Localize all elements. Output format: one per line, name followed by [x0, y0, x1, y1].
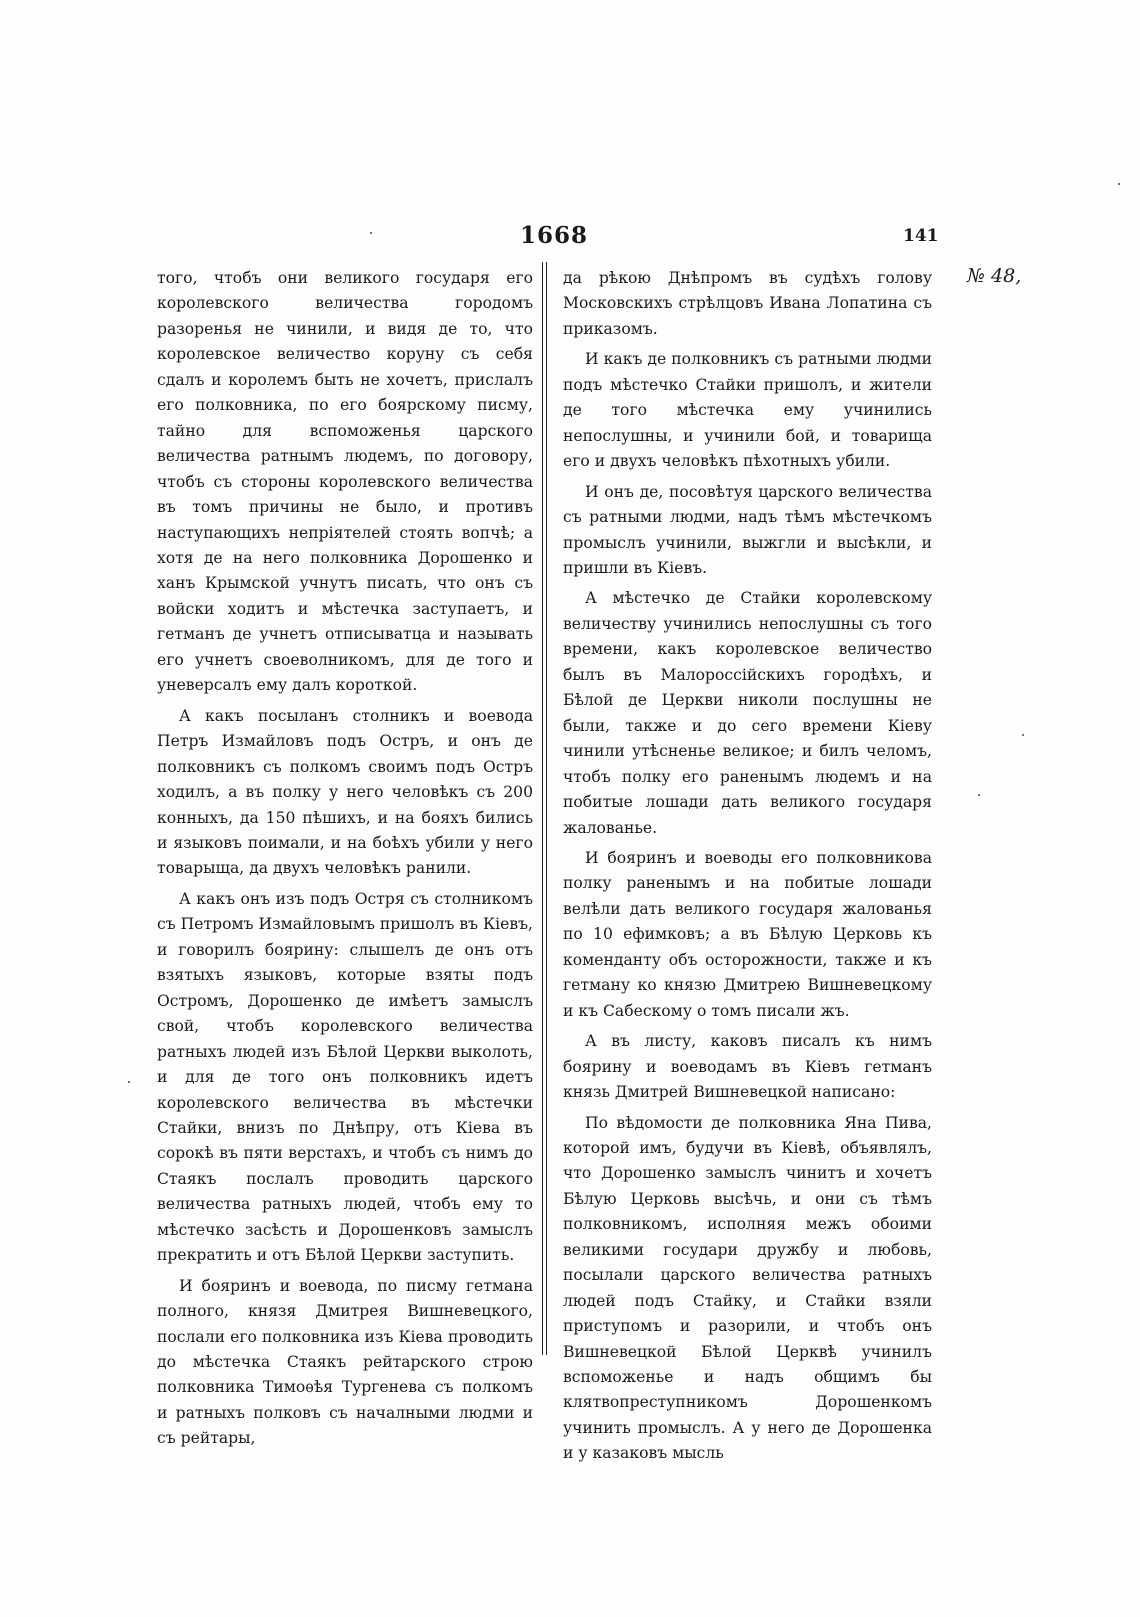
paragraph: того, чтобъ они великого государя его королевского величества городомъ разоренья не чинили, и видя де то, что королевское величество коруну съ себя сдалъ и королемъ быть не хочетъ, прислалъ его полковника, по его боярскому писму, тайно для вспоможенья царского величества ратнымъ людемъ, по договору, чтобъ съ стороны королевского величества въ томъ причины не было, и противъ наступающихъ непріятелей стоять вопчѣ; а хотя де на него полковника Дорошенко и ханъ Крымской учнутъ писать, что онъ съ войски ходитъ и мѣстечка заступаетъ, и гетманъ де учнетъ отписыватца и называть его учнетъ своеволникомъ, для де того и уневерсалъ ему далъ короткой.: [157, 269, 533, 695]
paragraph: А какъ онъ изъ подъ Остря съ столникомъ съ Петромъ Измайловымъ пришолъ въ Кіевъ, и говорилъ боярину: слышелъ де онъ отъ взятыхъ языковъ, которые взяты подъ Остромъ, Дорошенко де имѣетъ замыслъ свой, чтобъ королевского величества ратныхъ людей изъ Бѣлой Церкви выколоть, и для де того онъ полковникъ идетъ королевского величества въ мѣстечки Стайки, внизъ по Днѣпру, отъ Кіева въ сорокѣ въ пяти верстахъ, и чтобъ съ нимъ до Стаякъ послалъ проводить царского величества ратныхъ людей, чтобъ ему то мѣстечко засѣсть и Дорошенковъ замыслъ прекратить и отъ Бѣлой Церкви заступить.: [157, 889, 533, 1265]
paragraph: По вѣдомости де полковника Яна Пива, которой имъ, будучи въ Кіевѣ, объявлялъ, что Дорошенко замыслъ чинитъ и хочетъ Бѣлую Церковь высѣчь, и они съ тѣмъ полковникомъ, исполняя межъ обоими великими государи дружбу и любовь, посылали царского величества ратныхъ людей подъ Стайку, и Стайки взяли приступомъ и разорили, и чтобъ онъ Вишневецкой Бѣлой Церквѣ учинилъ вспоможенье и надъ общимъ бы клятвопреступникомъ Дорошенкомъ учинить промыслъ. А у него де Дорошенка и у казаковъ мысль: [563, 1113, 932, 1463]
scan-speck: [1118, 183, 1120, 185]
scan-speck: [978, 794, 980, 796]
document-number: № 48,: [967, 265, 1022, 287]
paragraph: А мѣстечко де Стайки королевскому величеству учинились непослушны съ того времени, какъ королевское величество былъ въ Малороссійскихъ городѣхъ, и Бѣлой де Церкви николи послушны не были, также и до сего времени Кіеву чинили утѣсненье великое; и билъ челомъ, чтобъ полку его раненымъ людемъ и на побитые лошади дать великого государя жалованье.: [563, 589, 932, 837]
scan-speck: [1022, 734, 1024, 736]
paragraph: И онъ де, посовѣтуя царского величества съ ратными людми, надъ тѣмъ мѣстечкомъ промыслъ учинили, выжгли и высѣкли, и пришли въ Кіевъ.: [563, 482, 932, 577]
paragraph: да рѣкою Днѣпромъ въ судѣхъ голову Московскихъ стрѣлцовъ Ивана Лопатина съ приказомъ.: [563, 269, 932, 338]
column-divider: [546, 262, 547, 1355]
paragraph: А какъ посыланъ столникъ и воевода Петръ Измайловъ подъ Остръ, и онъ де полковникъ съ полкомъ своимъ подъ Остръ ходилъ, а въ полку у него человѣкъ съ 200 конныхъ, да 150 пѣшихъ, и на бояхъ бились и языковъ поимали, и на боѣхъ убили у него товарыща, да двухъ человѣкъ ранили.: [157, 706, 533, 878]
scan-speck: [128, 1081, 130, 1083]
page-year: 1668: [520, 222, 589, 249]
column-divider: [542, 262, 543, 1355]
left-column: [157, 266, 533, 1457]
page-number: 141: [903, 226, 939, 246]
paragraph: И бояринъ и воеводы его полковникова полку раненымъ и на побитые лошади велѣли дать великого государя жалованья по 10 ефимковъ; а въ Бѣлую Церковь къ коменданту объ осторожности, также и къ гетману ко князю Дмитрею Вишневецкому и къ Сабескому о томъ писали жъ.: [563, 848, 932, 1020]
paragraph: А въ листу, каковъ писалъ къ нимъ боярину и воеводамъ въ Кіевъ гетманъ князь Дмитрей Вишневецкой написано:: [563, 1032, 932, 1102]
right-column: [563, 266, 932, 1472]
paragraph: И какъ де полковникъ съ ратными людми подъ мѣстечко Стайки пришолъ, и жители де того мѣстечка ему учинились непослушны, и учинили бой, и товарища его и двухъ человѣкъ пѣхотныхъ убили.: [563, 350, 932, 471]
scan-speck: [370, 232, 372, 234]
paragraph: И бояринъ и воевода, по писму гетмана полного, князя Дмитрея Вишневецкого, послали его полковника изъ Кіева проводить до мѣстечка Стаякъ рейтарского строю полковника Тимоѳѣя Тургенева съ полкомъ и ратныхъ полковъ съ началными людми и съ рейтары,: [157, 1276, 533, 1448]
